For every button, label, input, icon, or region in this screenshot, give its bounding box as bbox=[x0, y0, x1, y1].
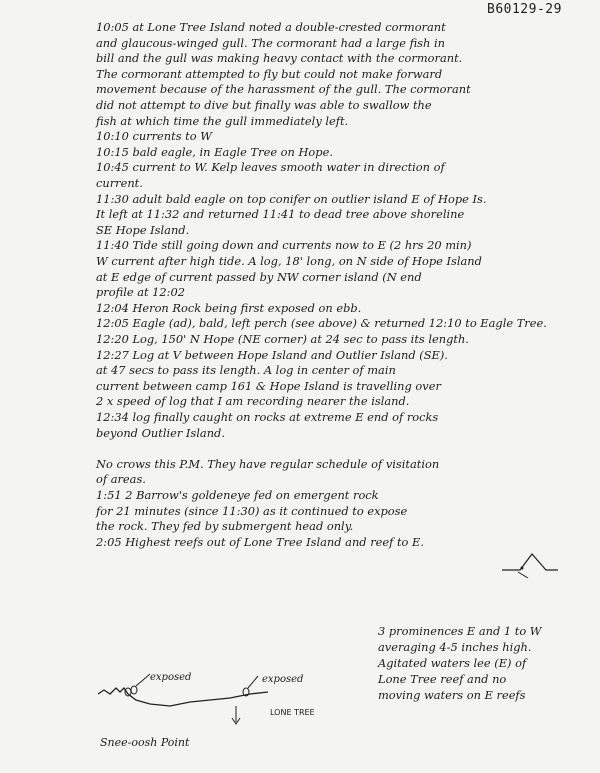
note-line: movement because of the harassment of the gull. The cormorant bbox=[96, 82, 471, 97]
note-line: current. bbox=[96, 176, 143, 190]
note-line: 2:05 Highest reefs out of Lone Tree Island and reef to E. bbox=[96, 534, 424, 549]
note-line: of areas. bbox=[96, 472, 146, 487]
note-line: 10:10 currents to W bbox=[96, 129, 212, 144]
shoreline-sketch bbox=[90, 670, 290, 770]
note-line: 10:15 bald eagle, in Eagle Tree on Hope. bbox=[96, 144, 333, 159]
side-note-line: Agitated waters lee (E) of bbox=[378, 656, 527, 670]
note-line: profile at 12:02 bbox=[96, 285, 186, 300]
ridge-sketch-icon bbox=[500, 548, 560, 578]
lone-tree-label: LONE TREE bbox=[270, 708, 315, 717]
note-line: the rock. They fed by submergent head only. bbox=[96, 519, 354, 534]
note-line: W current after high tide. A log, 18' long, on N side of Hope Island bbox=[96, 254, 482, 268]
note-line: 12:04 Heron Rock being first exposed on ebb. bbox=[96, 300, 362, 315]
note-line: and glaucous-winged gull. The cormorant had a large fish in bbox=[96, 35, 445, 50]
side-note-line: averaging 4-5 inches high. bbox=[378, 640, 532, 654]
note-line: It left at 11:32 and returned 11:41 to dead tree above shoreline bbox=[96, 207, 465, 222]
document-number: B60129-29 bbox=[487, 2, 562, 17]
note-line: 12:20 Log, 150' N Hope (NE corner) at 24 sec to pass its length. bbox=[96, 332, 469, 346]
note-line: 12:34 log finally caught on rocks at extreme E end of rocks bbox=[96, 410, 439, 424]
note-line: 12:05 Eagle (ad), bald, left perch (see above) & returned 12:10 to Eagle Tree. bbox=[96, 316, 547, 331]
note-line: did not attempt to dive but finally was able to swallow the bbox=[96, 98, 432, 112]
note-line: at 47 secs to pass its length. A log in center of main bbox=[96, 363, 396, 378]
side-note-line: 3 prominences E and 1 to W bbox=[378, 624, 542, 638]
exposed-label-left: exposed bbox=[150, 672, 192, 683]
note-line: The cormorant attempted to fly but could not make forward bbox=[96, 66, 443, 81]
note-line: 12:27 Log at V between Hope Island and Outlier Island (SE). bbox=[96, 347, 448, 362]
point-label: Snee-oosh Point bbox=[100, 736, 190, 749]
note-line: 1:51 2 Barrow's goldeneye fed on emergent rock bbox=[96, 488, 379, 502]
note-line: SE Hope Island. bbox=[96, 222, 190, 237]
side-note-line: moving waters on E reefs bbox=[378, 688, 526, 702]
note-line: bill and the gull was making heavy contact with the cormorant. bbox=[96, 51, 463, 66]
note-line: for 21 minutes (since 11:30) as it continued to expose bbox=[96, 503, 408, 518]
note-line: beyond Outlier Island. bbox=[96, 425, 225, 440]
note-line: fish at which time the gull immediately left. bbox=[96, 113, 349, 128]
side-note-line: Lone Tree reef and no bbox=[378, 672, 507, 686]
exposed-label-right: exposed bbox=[262, 674, 304, 685]
note-line: 11:30 adult bald eagle on top conifer on outlier island E of Hope Is. bbox=[96, 191, 487, 206]
note-line: 10:05 at Lone Tree Island noted a double-crested cormorant bbox=[96, 20, 446, 34]
note-line: 10:45 current to W. Kelp leaves smooth water in direction of bbox=[96, 160, 445, 175]
note-line: 2 x speed of log that I am recording nearer the island. bbox=[96, 394, 410, 409]
note-line: at E edge of current passed by NW corner island (N end bbox=[96, 269, 422, 284]
note-line: 11:40 Tide still going down and currents now to E (2 hrs 20 min) bbox=[96, 238, 472, 253]
note-line: current between camp 161 & Hope Island is travelling over bbox=[96, 378, 441, 393]
note-line: No crows this P.M. They have regular schedule of visitation bbox=[96, 456, 440, 471]
